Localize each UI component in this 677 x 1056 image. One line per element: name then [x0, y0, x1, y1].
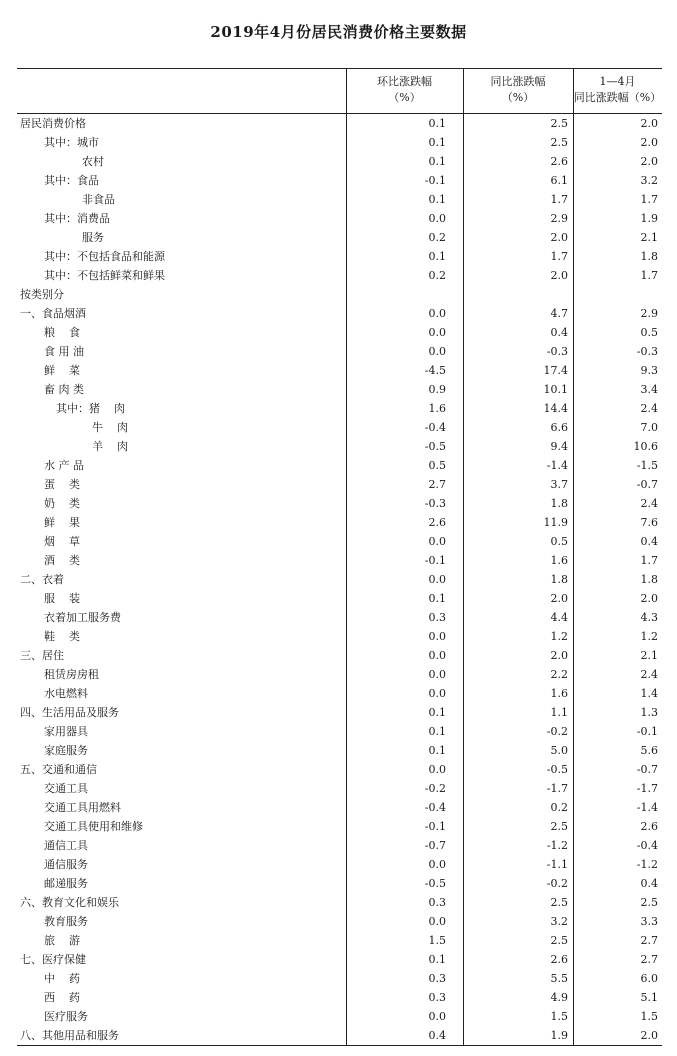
ytd-value: -1.7 — [636, 782, 658, 795]
yoy-value: 3.2 — [550, 915, 568, 928]
mom-value: 0.0 — [428, 649, 446, 662]
mom-value: 0.0 — [428, 345, 446, 358]
table-row — [17, 1007, 662, 1026]
table-row — [17, 171, 662, 190]
ytd-value: 2.6 — [640, 820, 658, 833]
mom-value: 0.0 — [428, 573, 446, 586]
yoy-value: 4.4 — [550, 611, 568, 624]
yoy-value: 2.0 — [550, 269, 568, 282]
row-label: 交通工具用燃料 — [44, 801, 121, 814]
yoy-value: 2.5 — [550, 136, 568, 149]
row-label: 邮递服务 — [44, 877, 88, 890]
row-label: 租赁房房租 — [44, 668, 99, 681]
table-row — [17, 836, 662, 855]
table-row — [17, 361, 662, 380]
mom-value: -0.2 — [424, 782, 446, 795]
ytd-value: 2.9 — [640, 307, 658, 320]
table-row — [17, 285, 662, 304]
mom-value: 0.0 — [428, 915, 446, 928]
table-row — [17, 494, 662, 513]
ytd-value: 9.3 — [640, 364, 658, 377]
row-label: 水电燃料 — [44, 687, 88, 700]
yoy-value: -1.7 — [546, 782, 568, 795]
yoy-value: 5.0 — [550, 744, 568, 757]
table-row — [17, 342, 662, 361]
yoy-value: 2.9 — [550, 212, 568, 225]
row-label: 农村 — [82, 155, 104, 168]
ytd-value: -0.4 — [636, 839, 658, 852]
yoy-value: 2.6 — [550, 953, 568, 966]
yoy-value: -0.3 — [546, 345, 568, 358]
row-label: 水 产 品 — [44, 459, 84, 472]
row-label: 一、食品烟酒 — [20, 307, 86, 320]
mom-value: 0.1 — [428, 744, 446, 757]
ytd-value: 1.7 — [640, 193, 658, 206]
ytd-value: -1.5 — [636, 459, 658, 472]
row-label: 鲜 果 — [44, 516, 80, 529]
mom-value: 0.0 — [428, 535, 446, 548]
ytd-value: 2.4 — [640, 668, 658, 681]
mom-value: 0.1 — [428, 250, 446, 263]
mom-value: 0.1 — [428, 706, 446, 719]
table-row — [17, 114, 662, 133]
mom-value: 0.0 — [428, 668, 446, 681]
table-row — [17, 665, 662, 684]
table-row — [17, 247, 662, 266]
header-yoy — [463, 69, 573, 113]
table-row — [17, 741, 662, 760]
table-row — [17, 969, 662, 988]
yoy-value: -0.2 — [546, 725, 568, 738]
mom-value: -0.5 — [424, 440, 446, 453]
mom-value: 1.5 — [428, 934, 446, 947]
table-row — [17, 399, 662, 418]
row-label: 奶 类 — [44, 497, 80, 510]
table-row — [17, 760, 662, 779]
table-row — [17, 418, 662, 437]
row-label: 四、生活用品及服务 — [20, 706, 119, 719]
row-label: 酒 类 — [44, 554, 80, 567]
yoy-value: 0.5 — [550, 535, 568, 548]
header-ytd — [573, 69, 662, 113]
row-label: 通信工具 — [44, 839, 88, 852]
row-label: 旅 游 — [44, 934, 80, 947]
ytd-value: 3.3 — [640, 915, 658, 928]
mom-value: -0.1 — [424, 174, 446, 187]
row-label: 蛋 类 — [44, 478, 80, 491]
mom-value: 0.0 — [428, 763, 446, 776]
yoy-value: 11.9 — [543, 516, 568, 529]
yoy-value: 9.4 — [550, 440, 568, 453]
row-label: 鲜 菜 — [44, 364, 80, 377]
row-label: 八、其他用品和服务 — [20, 1029, 119, 1042]
ytd-value: -0.3 — [636, 345, 658, 358]
mom-value: -0.4 — [424, 801, 446, 814]
ytd-value: 1.2 — [640, 630, 658, 643]
table-row — [17, 912, 662, 931]
mom-value: -0.5 — [424, 877, 446, 890]
mom-value: 0.1 — [428, 953, 446, 966]
ytd-value: 3.2 — [640, 174, 658, 187]
table-row — [17, 475, 662, 494]
yoy-value: -1.2 — [546, 839, 568, 852]
table-row — [17, 988, 662, 1007]
table-row — [17, 513, 662, 532]
row-label: 服 装 — [44, 592, 80, 605]
yoy-value: 1.7 — [550, 250, 568, 263]
row-label: 烟 草 — [44, 535, 80, 548]
mom-value: 0.3 — [428, 991, 446, 1004]
mom-value: 0.3 — [428, 611, 446, 624]
table-row — [17, 570, 662, 589]
table-row — [17, 152, 662, 171]
ytd-value: 2.7 — [640, 934, 658, 947]
ytd-value: 7.6 — [640, 516, 658, 529]
table-row — [17, 133, 662, 152]
table-row — [17, 646, 662, 665]
ytd-value: -0.1 — [636, 725, 658, 738]
yoy-value: 17.4 — [543, 364, 568, 377]
yoy-value: 1.5 — [550, 1010, 568, 1023]
yoy-value: 0.4 — [550, 326, 568, 339]
row-label: 五、交通和通信 — [20, 763, 97, 776]
yoy-value: 6.6 — [550, 421, 568, 434]
yoy-value: 1.7 — [550, 193, 568, 206]
table-row — [17, 456, 662, 475]
row-label: 西 药 — [44, 991, 80, 1004]
row-label: 其中：不包括鲜菜和鲜果 — [44, 269, 165, 282]
row-label: 食 用 油 — [44, 345, 84, 358]
ytd-value: 2.0 — [640, 155, 658, 168]
ytd-value: 5.6 — [640, 744, 658, 757]
row-label: 衣着加工服务费 — [44, 611, 121, 624]
mom-value: 0.0 — [428, 630, 446, 643]
table-row — [17, 437, 662, 456]
yoy-value: -1.1 — [546, 858, 568, 871]
yoy-value: -0.5 — [546, 763, 568, 776]
table-row — [17, 228, 662, 247]
table-row — [17, 608, 662, 627]
table-row — [17, 304, 662, 323]
mom-value: 0.4 — [428, 1029, 446, 1042]
mom-value: 0.3 — [428, 972, 446, 985]
table-body — [17, 114, 662, 1046]
row-label: 医疗服务 — [44, 1010, 88, 1023]
yoy-value: 1.1 — [550, 706, 568, 719]
ytd-value: 2.0 — [640, 117, 658, 130]
table-row — [17, 323, 662, 342]
ytd-value: 2.4 — [640, 402, 658, 415]
row-label: 居民消费价格 — [20, 117, 86, 130]
table-row — [17, 1026, 662, 1045]
row-label: 其中：消费品 — [44, 212, 110, 225]
row-label: 服务 — [82, 231, 104, 244]
yoy-value: 10.1 — [543, 383, 568, 396]
table-row — [17, 722, 662, 741]
mom-value: -0.1 — [424, 554, 446, 567]
header-ytd-title: 同比涨跌幅（%） — [573, 91, 662, 104]
mom-value: 0.0 — [428, 326, 446, 339]
table-row — [17, 190, 662, 209]
row-label: 三、居住 — [20, 649, 64, 662]
ytd-value: 1.7 — [640, 269, 658, 282]
ytd-value: 2.7 — [640, 953, 658, 966]
table-row — [17, 817, 662, 836]
table-row — [17, 950, 662, 969]
mom-value: 0.1 — [428, 193, 446, 206]
row-label: 畜 肉 类 — [44, 383, 84, 396]
yoy-value: 4.9 — [550, 991, 568, 1004]
ytd-value: -1.4 — [636, 801, 658, 814]
ytd-value: 7.0 — [640, 421, 658, 434]
mom-value: 0.0 — [428, 1010, 446, 1023]
row-label: 鞋 类 — [44, 630, 80, 643]
header-yoy-unit: （%） — [501, 91, 535, 104]
row-label: 其中：食品 — [44, 174, 99, 187]
row-label: 家庭服务 — [44, 744, 88, 757]
table-row — [17, 684, 662, 703]
row-label: 交通工具使用和维修 — [44, 820, 143, 833]
ytd-value: 2.5 — [640, 896, 658, 909]
yoy-value: 1.2 — [550, 630, 568, 643]
row-label: 非食品 — [82, 193, 115, 206]
row-label: 其中：城市 — [44, 136, 99, 149]
ytd-value: 1.5 — [640, 1010, 658, 1023]
mom-value: 0.2 — [428, 269, 446, 282]
mom-value: -0.4 — [424, 421, 446, 434]
yoy-value: 2.0 — [550, 592, 568, 605]
row-label: 教育服务 — [44, 915, 88, 928]
yoy-value: 2.2 — [550, 668, 568, 681]
ytd-value: 4.3 — [640, 611, 658, 624]
ytd-value: 6.0 — [640, 972, 658, 985]
ytd-value: 2.0 — [640, 136, 658, 149]
yoy-value: 1.6 — [550, 554, 568, 567]
ytd-value: 2.4 — [640, 497, 658, 510]
table-row — [17, 779, 662, 798]
ytd-value: 0.4 — [640, 535, 658, 548]
ytd-value: -0.7 — [636, 763, 658, 776]
table-row — [17, 874, 662, 893]
ytd-value: 1.3 — [640, 706, 658, 719]
mom-value: 0.0 — [428, 687, 446, 700]
ytd-value: 3.4 — [640, 383, 658, 396]
ytd-value: 10.6 — [633, 440, 658, 453]
yoy-value: 14.4 — [543, 402, 568, 415]
mom-value: 0.1 — [428, 117, 446, 130]
ytd-value: 1.7 — [640, 554, 658, 567]
table-row — [17, 703, 662, 722]
table-row — [17, 266, 662, 285]
ytd-value: 0.5 — [640, 326, 658, 339]
row-label: 六、教育文化和娱乐 — [20, 896, 119, 909]
yoy-value: 0.2 — [550, 801, 568, 814]
row-label: 交通工具 — [44, 782, 88, 795]
mom-value: 2.6 — [428, 516, 446, 529]
table-row — [17, 855, 662, 874]
yoy-value: -1.4 — [546, 459, 568, 472]
mom-value: 0.1 — [428, 136, 446, 149]
mom-value: 0.0 — [428, 307, 446, 320]
table-row — [17, 209, 662, 228]
row-label: 羊 肉 — [92, 440, 128, 453]
table-row — [17, 380, 662, 399]
mom-value: -0.1 — [424, 820, 446, 833]
header-mom — [346, 69, 463, 113]
table-header — [17, 68, 662, 114]
ytd-value: 2.0 — [640, 592, 658, 605]
mom-value: 0.1 — [428, 155, 446, 168]
ytd-value: 1.9 — [640, 212, 658, 225]
ytd-value: 1.8 — [640, 250, 658, 263]
mom-value: 0.9 — [428, 383, 446, 396]
row-label: 牛 肉 — [92, 421, 128, 434]
table-row — [17, 893, 662, 912]
row-label: 七、医疗保健 — [20, 953, 86, 966]
yoy-value: 1.8 — [550, 497, 568, 510]
yoy-value: 2.0 — [550, 231, 568, 244]
row-label: 其中：猪 肉 — [56, 402, 125, 415]
ytd-value: -1.2 — [636, 858, 658, 871]
ytd-value: 1.4 — [640, 687, 658, 700]
mom-value: 0.0 — [428, 212, 446, 225]
table-row — [17, 589, 662, 608]
header-mom-title: 环比涨跌幅 — [377, 75, 432, 88]
ytd-value: 0.4 — [640, 877, 658, 890]
table-row — [17, 627, 662, 646]
mom-value: 1.6 — [428, 402, 446, 415]
mom-value: 0.1 — [428, 725, 446, 738]
yoy-value: 2.5 — [550, 117, 568, 130]
row-label: 粮 食 — [44, 326, 80, 339]
yoy-value: 2.0 — [550, 649, 568, 662]
cpi-table — [17, 68, 662, 1046]
mom-value: 2.7 — [428, 478, 446, 491]
header-mom-unit: （%） — [388, 91, 421, 104]
row-label: 按类别分 — [20, 288, 64, 301]
yoy-value: 2.5 — [550, 896, 568, 909]
mom-value: 0.0 — [428, 858, 446, 871]
table-row — [17, 931, 662, 950]
mom-value: 0.2 — [428, 231, 446, 244]
header-yoy-title: 同比涨跌幅 — [490, 75, 546, 88]
yoy-value: 1.8 — [550, 573, 568, 586]
row-label: 二、衣着 — [20, 573, 64, 586]
yoy-value: 1.6 — [550, 687, 568, 700]
yoy-value: 4.7 — [550, 307, 568, 320]
mom-value: 0.1 — [428, 592, 446, 605]
yoy-value: 3.7 — [550, 478, 568, 491]
table-row — [17, 798, 662, 817]
ytd-value: 1.8 — [640, 573, 658, 586]
yoy-value: -0.2 — [546, 877, 568, 890]
table-row — [17, 551, 662, 570]
ytd-value: 2.1 — [640, 649, 658, 662]
yoy-value: 6.1 — [550, 174, 568, 187]
yoy-value: 2.6 — [550, 155, 568, 168]
table-row — [17, 532, 662, 551]
row-label: 其中：不包括食品和能源 — [44, 250, 165, 263]
ytd-value: 2.0 — [640, 1029, 658, 1042]
mom-value: 0.5 — [428, 459, 446, 472]
mom-value: -0.3 — [424, 497, 446, 510]
mom-value: -0.7 — [424, 839, 446, 852]
yoy-value: 1.9 — [550, 1029, 568, 1042]
yoy-value: 2.5 — [550, 820, 568, 833]
ytd-value: 2.1 — [640, 231, 658, 244]
yoy-value: 2.5 — [550, 934, 568, 947]
page-title: 2019年4月份居民消费价格主要数据 — [210, 23, 467, 41]
header-ytd-period: 1—4月 — [599, 75, 636, 88]
ytd-value: 5.1 — [640, 991, 658, 1004]
row-label: 家用器具 — [44, 725, 88, 738]
mom-value: 0.3 — [428, 896, 446, 909]
row-label: 中 药 — [44, 972, 80, 985]
ytd-value: -0.7 — [636, 478, 658, 491]
row-label: 通信服务 — [44, 858, 88, 871]
yoy-value: 5.5 — [550, 972, 568, 985]
mom-value: -4.5 — [424, 364, 446, 377]
